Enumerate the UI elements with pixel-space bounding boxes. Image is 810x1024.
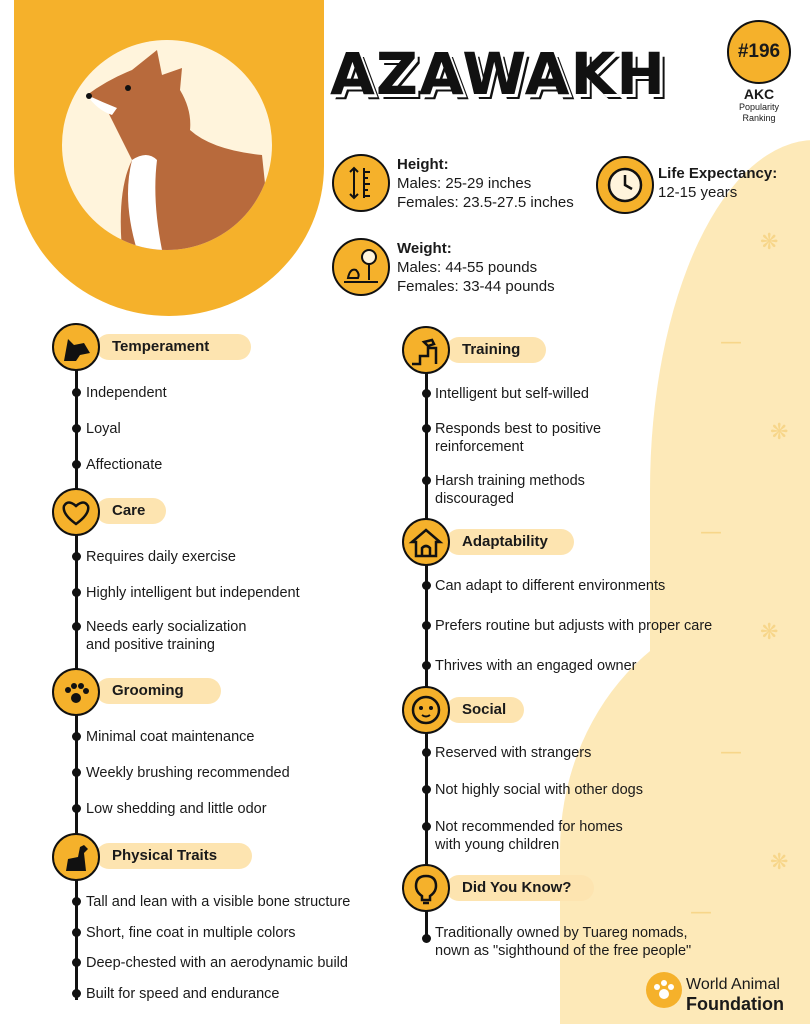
adaptability-item: Can adapt to different environments xyxy=(435,578,666,594)
grooming-item: Low shedding and little odor xyxy=(86,801,267,817)
sitting-dog-icon xyxy=(52,833,100,881)
right-timeline xyxy=(425,360,428,940)
bullet-dot xyxy=(422,621,431,630)
ruler-icon xyxy=(332,154,390,212)
bullet-dot xyxy=(72,804,81,813)
weight-label: Weight: xyxy=(397,240,452,257)
adaptability-heading: Adaptability xyxy=(446,529,574,555)
bullet-dot xyxy=(72,622,81,631)
social-item: Reserved with strangers xyxy=(435,745,592,761)
scale-icon xyxy=(332,238,390,296)
physical-item: Built for speed and endurance xyxy=(86,986,280,1002)
temperament-heading: Temperament xyxy=(96,334,251,360)
grooming-heading: Grooming xyxy=(96,678,221,704)
care-item: Needs early socialization xyxy=(86,619,247,635)
height-females: Females: 23.5-27.5 inches xyxy=(397,194,574,211)
bullet-dot xyxy=(72,958,81,967)
training-agility-icon xyxy=(402,326,450,374)
bone-icon: — xyxy=(690,900,712,925)
care-item-continued: and positive training xyxy=(86,637,215,653)
paw-print-icon: ❋ xyxy=(760,230,779,255)
bullet-dot xyxy=(422,389,431,398)
physical-item: Deep-chested with an aerodynamic build xyxy=(86,955,348,971)
training-item: Responds best to positive xyxy=(435,421,602,437)
azawakh-dog-image xyxy=(62,40,272,250)
social-heading: Social xyxy=(446,697,524,723)
adaptability-item: Prefers routine but adjusts with proper care xyxy=(435,618,713,634)
temperament-item: Loyal xyxy=(86,421,121,437)
bullet-dot xyxy=(72,588,81,597)
care-item: Highly intelligent but independent xyxy=(86,585,300,601)
did-you-know-item: Traditionally owned by Tuareg nomads, xyxy=(435,925,688,941)
social-item: Not recommended for homes xyxy=(435,819,623,835)
grooming-tools-icon xyxy=(52,668,100,716)
life-expectancy-value: 12-15 years xyxy=(658,184,738,201)
training-item: Intelligent but self-willed xyxy=(435,386,589,402)
page-title: AZAWAKH xyxy=(330,40,666,108)
training-item-continued: reinforcement xyxy=(435,439,524,455)
lightbulb-icon xyxy=(402,864,450,912)
training-heading: Training xyxy=(446,337,546,363)
bullet-dot xyxy=(422,424,431,433)
paw-print-icon: ❋ xyxy=(770,420,789,445)
weight-females: Females: 33-44 pounds xyxy=(397,278,555,295)
world-animal-foundation-logo-icon xyxy=(646,972,682,1008)
physical-traits-heading: Physical Traits xyxy=(96,843,252,869)
bullet-dot xyxy=(72,897,81,906)
paw-print-icon: ❋ xyxy=(760,620,779,645)
care-heading: Care xyxy=(96,498,166,524)
adaptability-item: Thrives with an engaged owner xyxy=(435,658,637,674)
bullet-dot xyxy=(72,424,81,433)
bullet-dot xyxy=(72,989,81,998)
social-item: Not highly social with other dogs xyxy=(435,782,643,798)
bullet-dot xyxy=(422,822,431,831)
bullet-dot xyxy=(422,748,431,757)
bone-icon: — xyxy=(720,330,742,355)
did-you-know-item-continued: nown as "sighthound of the free people" xyxy=(435,943,692,959)
care-item: Requires daily exercise xyxy=(86,549,236,565)
bullet-dot xyxy=(72,552,81,561)
grooming-item: Weekly brushing recommended xyxy=(86,765,290,781)
dog-portrait xyxy=(62,40,272,250)
paw-print-icon: ❋ xyxy=(770,850,789,875)
ranking-label: Popularity Ranking xyxy=(738,102,780,123)
bullet-dot xyxy=(72,460,81,469)
life-expectancy-label: Life Expectancy: xyxy=(658,165,778,182)
height-males: Males: 25-29 inches xyxy=(397,175,532,192)
bone-icon: — xyxy=(700,520,722,545)
clock-icon xyxy=(596,156,654,214)
bullet-dot xyxy=(422,476,431,485)
bone-icon: — xyxy=(720,740,742,765)
did-you-know-heading: Did You Know? xyxy=(446,875,594,901)
weight-males: Males: 44-55 pounds xyxy=(397,259,538,276)
heart-paw-icon xyxy=(52,488,100,536)
logo-text-line1: World Animal xyxy=(686,976,780,993)
height-label: Height: xyxy=(397,156,449,173)
bullet-dot xyxy=(422,934,431,943)
dog-face-icon xyxy=(402,686,450,734)
training-item-continued: discouraged xyxy=(435,491,514,507)
grooming-item: Minimal coat maintenance xyxy=(86,729,255,745)
logo-text-line2: Foundation xyxy=(686,994,784,1014)
bullet-dot xyxy=(72,928,81,937)
dog-house-icon xyxy=(402,518,450,566)
bullet-dot xyxy=(422,581,431,590)
bullet-dot xyxy=(72,732,81,741)
training-item: Harsh training methods xyxy=(435,473,585,489)
bullet-dot xyxy=(422,661,431,670)
physical-item: Short, fine coat in multiple colors xyxy=(86,925,296,941)
bullet-dot xyxy=(72,768,81,777)
bullet-dot xyxy=(72,388,81,397)
temperament-item: Affectionate xyxy=(86,457,163,473)
bullet-dot xyxy=(422,785,431,794)
ranking-org: AKC xyxy=(743,86,775,102)
ranking-value: #196 xyxy=(737,41,781,62)
dog-head-icon xyxy=(52,323,100,371)
social-item-continued: with young children xyxy=(435,837,560,853)
ranking-badge xyxy=(727,20,791,84)
physical-item: Tall and lean with a visible bone structure xyxy=(86,894,351,910)
temperament-item: Independent xyxy=(86,385,167,401)
